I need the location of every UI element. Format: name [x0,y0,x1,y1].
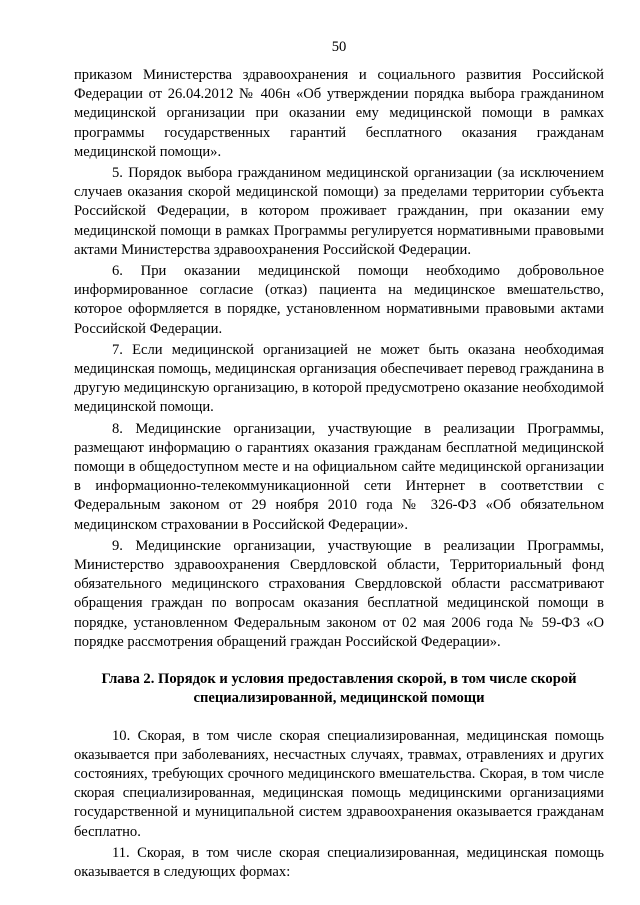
chapter-heading: Глава 2. Порядок и условия предоставления скорой, в том числе скорой специализированной, медицинской помощи [101,671,577,707]
paragraph-continuation: приказом Министерства здравоохранения и социального развития Российской Федерации от 26.04.2012 № 406н «Об утверждении порядка выбора гражданином медицинской организации при оказании ему медицинской помощи в рамках программы государственных гарантий бесплатного оказания гражданам медицинской помощи». [74,67,604,160]
page-number: 50 [331,39,347,55]
paragraph-7: 7. Если медицинской организацией не может быть оказана необходимая медицинская помощь, медицинская организация обеспечивает перевод гражданина в другую медицинскую организацию, в которой предусмотрено оказание необходимой медицинской помощи. [74,341,604,416]
paragraph-11: 11. Скорая, в том числе скорая специализированная, медицинская помощь оказывается в следующих формах: [74,844,604,880]
paragraph-9: 9. Медицинские организации, участвующие в реализации Программы, Министерство здравоохранения Свердловской области, Территориальный фонд обязательного медицинского страхования Свердловской области рассматривают обращения граждан по вопросам оказания бесплатной медицинской помощи в порядке, установленном Федеральным законом от 02 мая 2006 года № 59-ФЗ «О порядке рассмотрения обращений граждан Российской Федерации». [74,537,604,650]
paragraph-10: 10. Скорая, в том числе скорая специализированная, медицинская помощь оказывается при заболеваниях, несчастных случаях, травмах, отравлениях и других состояниях, требующих срочного медицинского вмешательства. Скорая, в том числе скорая специализированная, медицинская помощь медицинскими организациями государственной и муниципальной систем здравоохранения оказывается гражданам бесплатно. [74,727,604,840]
paragraph-5: 5. Порядок выбора гражданином медицинской организации (за исключением случаев оказания скорой медицинской помощи) за пределами территории субъекта Российской Федерации, в котором проживает гражданин, при оказании ему медицинской помощи в рамках Программы регулируется нормативными правовыми актами Министерства здравоохранения Российской Федерации. [74,165,604,258]
paragraph-6: 6. При оказании медицинской помощи необходимо добровольное информированное согласие (отказ) пациента на медицинское вмешательство, которое оформляется в порядке, установленном нормативными правовыми актами Российской Федерации. [74,263,604,337]
paragraph-8: 8. Медицинские организации, участвующие в реализации Программы, размещают информацию о гарантиях оказания гражданам бесплатной медицинской помощи в общедоступном месте и на официальном сайте медицинской организации в информационно-телекоммуникационной сети Интернет в соответствии с Федеральным законом от 29 ноября 2010 года № 326-ФЗ «Об обязательном медицинском страховании в Российской Федерации». [74,420,604,533]
